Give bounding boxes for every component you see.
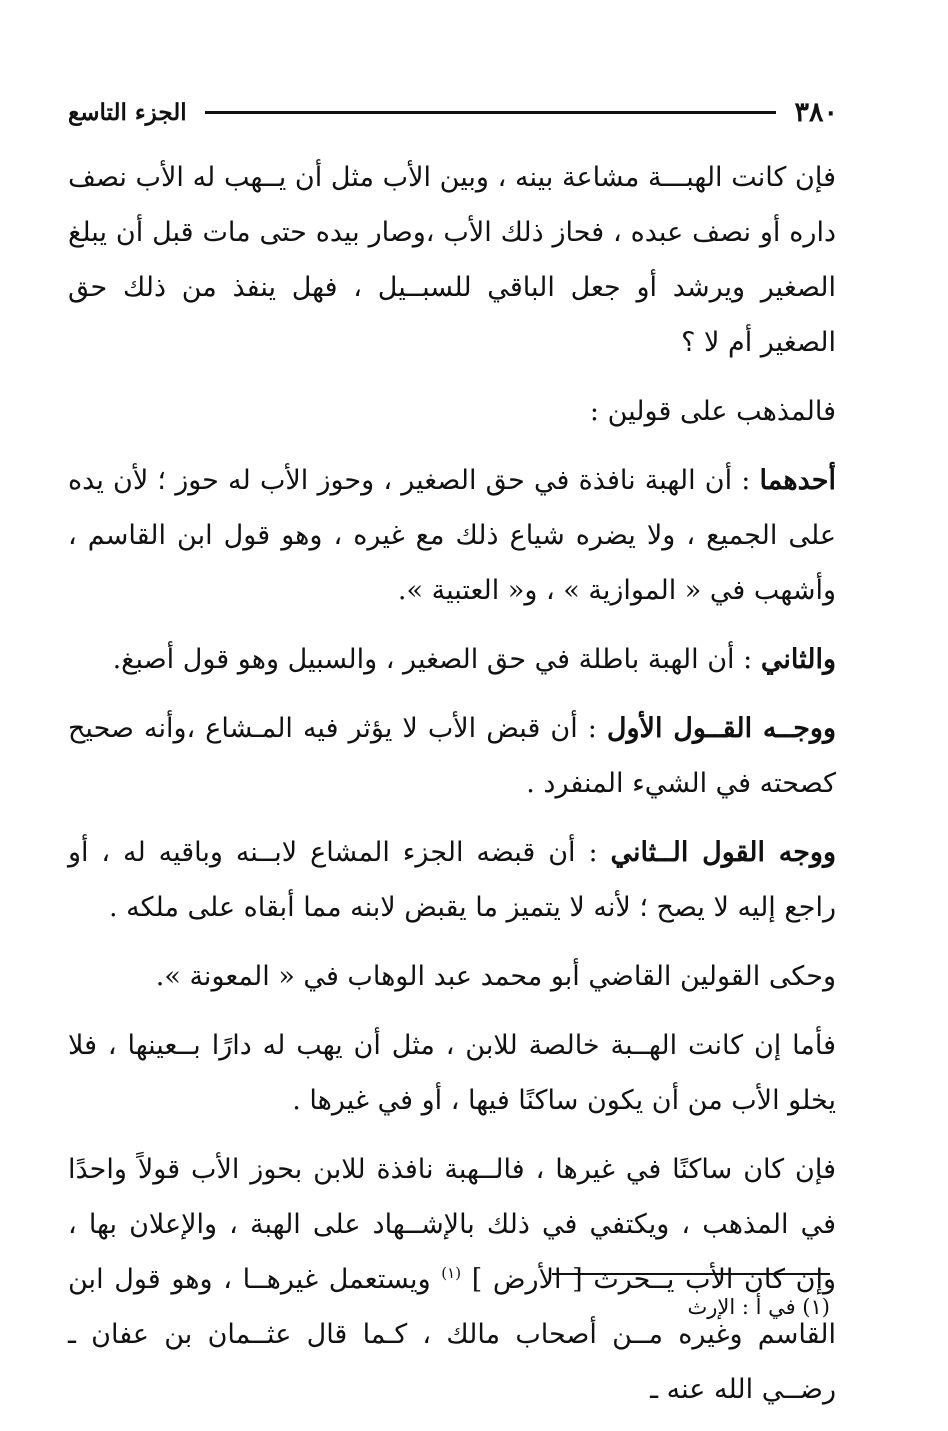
paragraph-lead: ووجه القول الــثاني [610, 837, 836, 868]
page-header [68, 92, 838, 132]
footnote: (١) في أ : الإرث [687, 1295, 830, 1319]
volume-title: الجزء التاسع [68, 98, 187, 126]
paragraph-text: وحكى القولين القاضي أبو محمد عبد الوهاب في « المعونة ». [155, 961, 836, 992]
paragraph [68, 453, 836, 618]
paragraph-text: فإن كان ساكنًا في غيرها ، فالــهبة نافذة للابن بحوز الأب قولاً واحدًا في المذهب ، ويكتفي في ذلك بالإشــهاد على الهبة ، والإعلان بها ، وإن كان الأب يــحرث [ الأرض ] [68, 1154, 836, 1295]
paragraph-text: فأما إن كانت الهــبة خالصة للابن ، مثل أن يهب له دارًا بــعينها ، فلا يخلو الأب من أن يكون ساكنًا فيها ، أو في غيرها . [68, 1030, 836, 1116]
paragraph [68, 384, 836, 439]
paragraph-text: : أن الهبة باطلة في حق الصغير ، والسبيل وهو قول أصبغ. [112, 644, 761, 675]
paragraph [68, 1142, 836, 1417]
page-number: ٣٨٠ [794, 96, 838, 128]
paragraph-text: : أن قبض الأب لا يؤثر فيه المـشاع ،وأنه صحيح كصحته في الشيء المنفرد . [68, 713, 836, 799]
paragraph-text: فإن كانت الهبـــة مشاعة بينه ، وبين الأب مثل أن يــهب له الأب نصف داره أو نصف عبده ، فحاز ذلك الأب ،وصار بيده حتى مات قبل أن يبلغ الصغير ويرشد أو جعل الباقي للسبــيل ، فهل ينفذ من ذلك حق الصغير أم لا ؟ [68, 162, 836, 358]
paragraph-text: فالمذهب على قولين : [589, 396, 836, 427]
paragraph-lead: والثاني [760, 644, 836, 675]
header-rule [205, 111, 777, 114]
paragraph [68, 1018, 836, 1128]
paragraph-lead: ووجــه القــول الأول [606, 713, 836, 744]
paragraph-text: : أن قبضه الجزء المشاع لابــنه وباقيه له ، أو راجع إليه لا يصح ؛ لأنه لا يتميز ما يقبض لابنه مما أبقاه على ملكه . [68, 837, 836, 923]
paragraph [68, 825, 836, 935]
paragraph [68, 632, 836, 687]
paragraph [68, 150, 836, 370]
paragraph-lead: أحدهما [759, 465, 836, 496]
paragraph [68, 949, 836, 1004]
paragraph-text-continued: ويستعمل غيرهــا ، وهو قول ابن القاسم وغيره مــن أصحاب مالك ، كـما قال عثــمان بن عفان ـ رضــي الله عنه ـ [68, 1264, 836, 1405]
footnote-rule [552, 1273, 830, 1275]
body-text [68, 150, 836, 1431]
paragraph-text: : أن الهبة نافذة في حق الصغير ، وحوز الأب له حوز ؛ لأن يده على الجميع ، ولا يضره شياع ذلك مع غيره ، وهو قول ابن القاسم ، وأشهب في « الموازية » ، و« العتبية ». [68, 465, 836, 606]
paragraph [68, 701, 836, 811]
footnote-reference[interactable]: (١) [441, 1264, 462, 1282]
